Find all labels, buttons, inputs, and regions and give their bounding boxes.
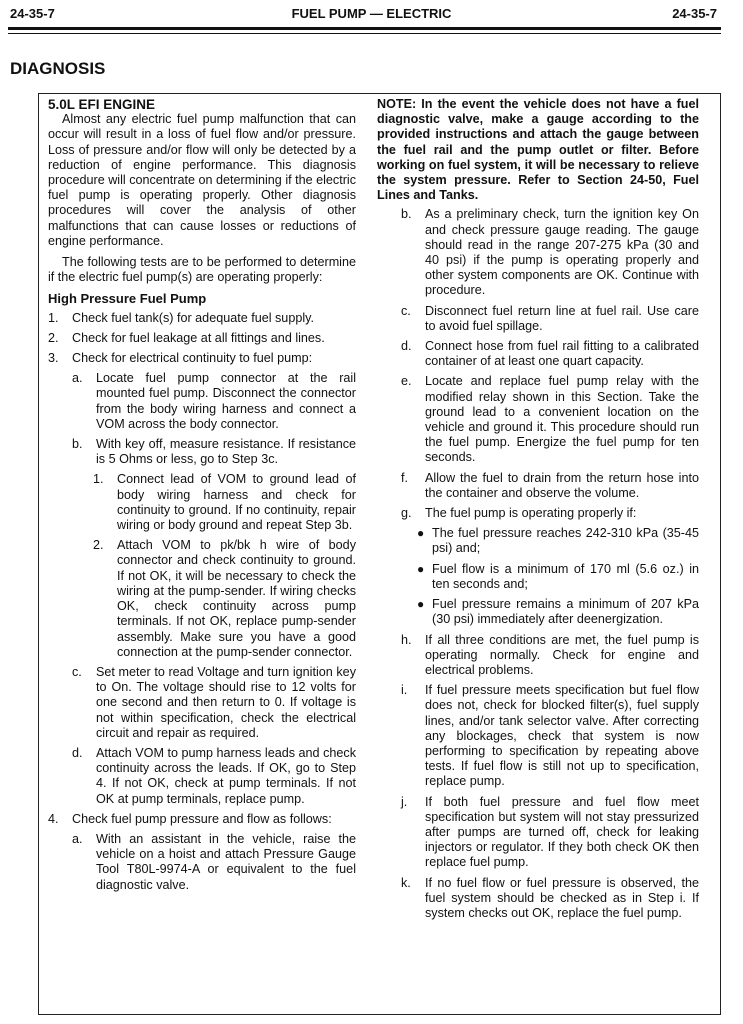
substep-marker: a. <box>72 831 83 846</box>
step-item <box>48 812 356 827</box>
substep-text: With key off, measure resistance. If resistance is 5 Ohms or less, go to Step 3c. <box>96 437 356 467</box>
step-marker: 3. <box>48 351 59 366</box>
substep-marker: d. <box>72 745 83 760</box>
substep-item <box>48 665 356 741</box>
header-rule-thin <box>8 33 721 34</box>
substep-marker: h. <box>401 632 412 647</box>
bullet-icon: ● <box>417 526 425 541</box>
substep-item <box>377 506 699 521</box>
substep-item <box>48 832 356 893</box>
substep-item <box>377 207 699 298</box>
substep-text: If both fuel pressure and fuel flow meet specification but system will not stay pressurized after pumps are turned off, check for leaking injectors or regulator. If they both check OK then replace fuel pump. <box>425 794 699 870</box>
substep-text: As a preliminary check, turn the ignition key On and check pressure gauge reading. The gauge should read in the range 207-275 kPa (30 and 40 psi) if the pump is operating properly and other system components are OK. Continue with procedure. <box>425 207 699 298</box>
substep-item <box>377 795 699 871</box>
note-paragraph: NOTE: In the event the vehicle does not have a fuel diagnostic valve, make a gauge according to the provided instructions and attach the gauge between the fuel rail and the pump outlet or filter. Before working on fuel system, it will be necessary to relieve the system pressure. Refer to Section 24-50, Fuel Lines and Tanks. <box>377 97 699 203</box>
condition-bullet <box>377 597 699 627</box>
substep-marker: b. <box>401 207 412 222</box>
substep-text: If all three conditions are met, the fuel pump is operating normally. Check for engine and electrical problems. <box>425 632 699 677</box>
step-marker: 2. <box>48 330 59 345</box>
step-text: Check fuel tank(s) for adequate fuel supply. <box>72 310 314 325</box>
condition-bullet <box>377 526 699 556</box>
page-number-left: 24-35-7 <box>10 6 55 21</box>
substep-marker: b. <box>72 437 83 452</box>
subsubstep-marker: 1. <box>93 472 104 487</box>
substep-text: Connect hose from fuel rail fitting to a calibrated container of at least one quart capacity. <box>425 339 699 369</box>
bullet-icon: ● <box>417 597 425 612</box>
substep-item <box>377 683 699 789</box>
substep-marker: j. <box>401 794 408 809</box>
step-text: Check for fuel leakage at all fittings and lines. <box>72 330 325 345</box>
step-text: Check for electrical continuity to fuel pump: <box>72 351 313 366</box>
substep-item <box>377 633 699 679</box>
step-item <box>48 351 356 366</box>
substep-text: Allow the fuel to drain from the return hose into the container and observe the volume. <box>425 470 699 500</box>
substep-text: If fuel pressure meets specification but fuel flow does not, check for blocked filter(s), fuel supply lines, and/or tank selector valve. After correcting any blockages, check that system is now performing to specification by repeating above tests. If fuel flow is still not up to specification, replace pump. <box>425 683 699 789</box>
subsubstep-text: Attach VOM to pk/bk h wire of body connector and check continuity to ground. If not OK, it will be necessary to check the wiring at the pump-sender. If wiring checks OK, check continuity across pump terminals. If not OK, replace pump-sender assembly. Make sure you have a good connection at the pump-sender connector. <box>117 538 356 659</box>
substep-item <box>377 876 699 922</box>
condition-text: Fuel pressure remains a minimum of 207 kPa (30 psi) immediately after deenergization. <box>432 597 699 627</box>
engine-subtitle: 5.0L EFI ENGINE <box>48 97 156 112</box>
right-column <box>377 97 699 926</box>
substep-marker: a. <box>72 371 83 386</box>
substep-marker: k. <box>401 875 411 890</box>
subsubstep-text: Connect lead of VOM to ground lead of body wiring harness and check for continuity to ground. If no continuity, repair wiring or body ground and repeat Step 3b. <box>117 472 356 533</box>
substep-text: The fuel pump is operating properly if: <box>425 506 637 521</box>
step-item <box>48 311 356 326</box>
substep-marker: c. <box>72 664 82 679</box>
substep-marker: d. <box>401 339 412 354</box>
header-rule-thick <box>8 27 721 30</box>
condition-bullet <box>377 562 699 592</box>
substep-text: Disconnect fuel return line at fuel rail. Use care to avoid fuel spillage. <box>425 303 699 333</box>
substep-text: Set meter to read Voltage and turn ignition key to On. The voltage should rise to 12 volts for one second and then return to 0. If voltage is not within specification, check the electrical circuit and repair as required. <box>96 664 356 740</box>
substep-marker: c. <box>401 303 411 318</box>
step-item <box>48 331 356 346</box>
procedure-heading: High Pressure Fuel Pump <box>48 291 207 307</box>
step-marker: 1. <box>48 310 59 325</box>
page-number-right: 24-35-7 <box>672 6 717 21</box>
substep-text: Attach VOM to pump harness leads and check continuity across the leads. If OK, go to Step 4. If not OK, check at pump terminals. If not OK at pump terminals, replace pump. <box>96 745 356 806</box>
subsubstep-item <box>48 472 356 533</box>
section-title: DIAGNOSIS <box>10 59 106 78</box>
substep-item <box>377 471 699 501</box>
substep-item <box>377 339 699 369</box>
substep-marker: g. <box>401 506 412 521</box>
condition-text: The fuel pressure reaches 242-310 kPa (35-45 psi) and; <box>432 526 699 556</box>
bullet-icon: ● <box>417 561 425 576</box>
intro-paragraph: Almost any electric fuel pump malfunction that can occur will result in a loss of fuel flow and/or pressure. Loss of pressure and/or flow will only be detected by a reduction of engine performance. This diagnosis procedure will concentrate on determining if the electric fuel pump is operating properly. Other diagnosis procedures will cover the analysis of other malfunctions that can cause losses or reductions of engine performance. <box>48 112 357 248</box>
substep-text: If no fuel flow or fuel pressure is observed, the fuel system should be checked as in Step i. If system checks out OK, replace the fuel pump. <box>425 875 699 920</box>
substep-marker: e. <box>401 374 412 389</box>
substep-item <box>48 746 356 807</box>
left-column <box>48 97 356 898</box>
step-marker: 4. <box>48 811 59 826</box>
page-header-title: FUEL PUMP — ELECTRIC <box>291 6 452 21</box>
substep-text: With an assistant in the vehicle, raise the vehicle on a hoist and attach Pressure Gauge Tool T80L-9974-A or equivalent to the fuel diagnostic valve. <box>96 831 356 892</box>
substep-text: Locate fuel pump connector at the rail mounted fuel pump. Disconnect the connector from the body wiring harness and connect a VOM across the body connector. <box>96 371 356 431</box>
substep-marker: i. <box>401 683 408 698</box>
substep-item <box>377 374 699 465</box>
substep-marker: f. <box>401 470 408 485</box>
subsubstep-marker: 2. <box>93 538 104 553</box>
substep-text: Locate and replace fuel pump relay with the modified relay shown in this Section. Take the ground lead to a convenient location on the vehicle and ground it. This procedure should run the fuel pump. Energize the fuel pump for ten seconds. <box>425 374 699 465</box>
tests-paragraph: The following tests are to be performed to determine if the electric fuel pump(s) are operating properly: <box>48 255 356 285</box>
substep-item <box>377 304 699 334</box>
substep-item <box>48 371 356 432</box>
step-text: Check fuel pump pressure and flow as follows: <box>72 811 332 826</box>
subsubstep-item <box>48 538 356 660</box>
condition-text: Fuel flow is a minimum of 170 ml (5.6 oz.) in ten seconds and; <box>432 561 699 591</box>
substep-item <box>48 437 356 467</box>
